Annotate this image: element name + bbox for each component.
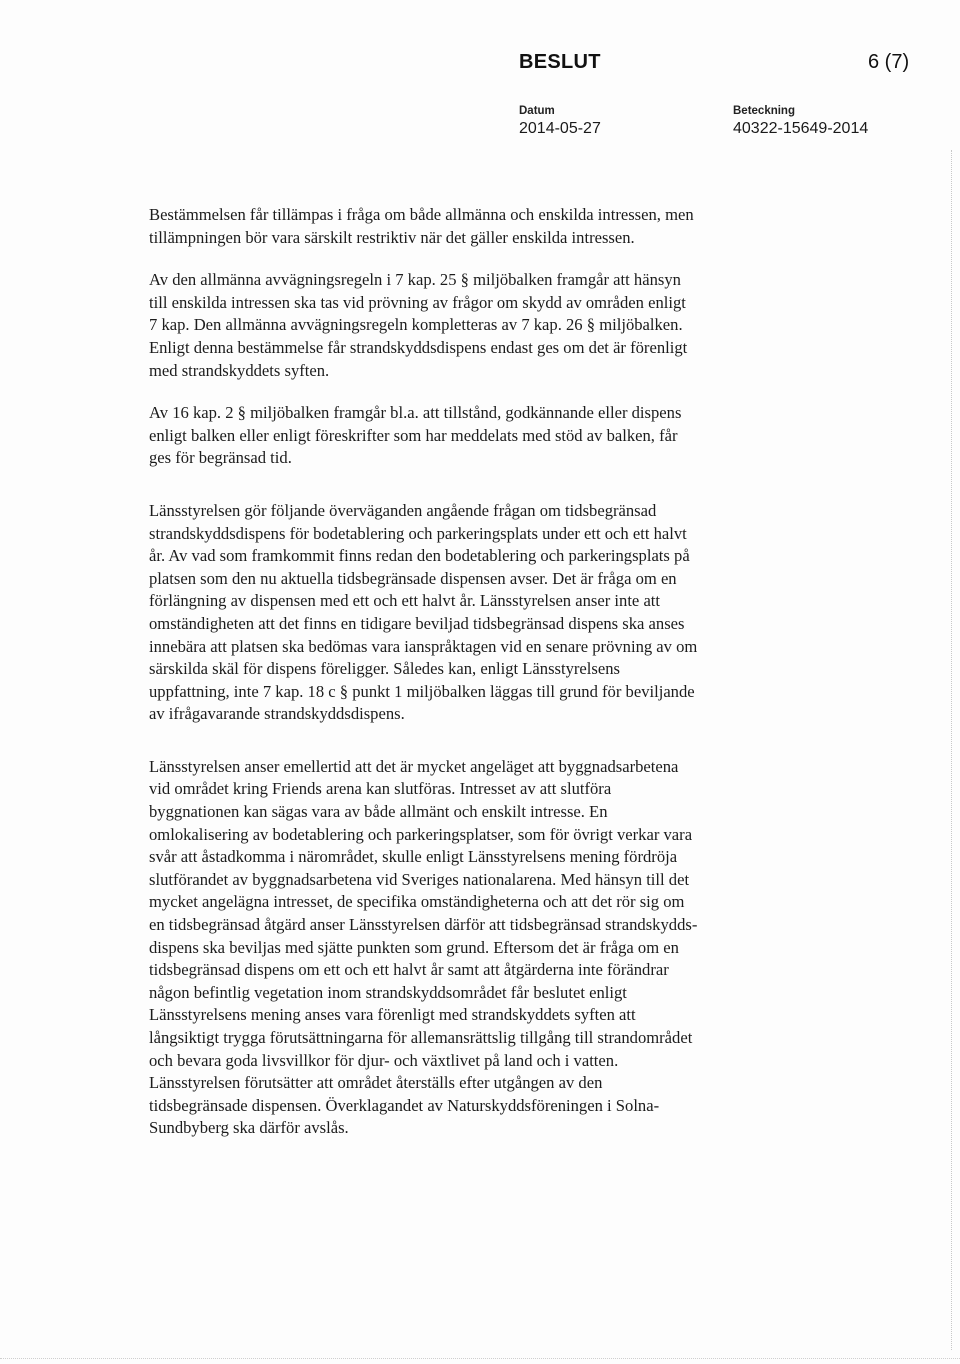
text-line: omlokalisering av bodetablering och parkeringsplatser, som för övrigt verkar vara bbox=[149, 824, 693, 844]
text-line: förlängning av dispensen med ett och ett halvt år. Länsstyrelsen anser inte att bbox=[149, 591, 661, 611]
paragraph-balancing-rule bbox=[149, 269, 799, 382]
text-line: tillämpningen bör vara särskilt restriktiv när det gäller enskilda intressen. bbox=[149, 227, 635, 247]
paragraph-decision bbox=[149, 756, 799, 1140]
text-line: Länsstyrelsen förutsätter att området återställs efter utgången av den bbox=[149, 1073, 603, 1093]
text-line: platsen som den nu aktuella tidsbegränsade dispensen avser. Det är fråga om en bbox=[149, 568, 677, 588]
text-line: uppfattning, inte 7 kap. 18 c § punkt 1 miljöbalken läggas till grund för beviljande bbox=[149, 681, 695, 701]
text-line: Sundbyberg ska därför avslås. bbox=[149, 1118, 349, 1138]
paragraph-limited-time bbox=[149, 402, 799, 470]
text-line: med strandskyddets syften. bbox=[149, 360, 330, 380]
text-line: Länsstyrelsens mening anses vara förenligt med strandskyddets syften att bbox=[149, 1005, 636, 1025]
text-line: omständigheten att det finns en tidigare beviljad tidsbegränsad dispens ska anses bbox=[149, 613, 685, 633]
reference-value: 40322-15649-2014 bbox=[733, 120, 869, 137]
scan-bottom-artifact bbox=[0, 1358, 960, 1361]
text-line: Länsstyrelsen anser emellertid att det är mycket angeläget att byggnadsarbetena bbox=[149, 756, 679, 776]
text-line: en tidsbegränsad åtgärd anser Länsstyrelsen därför att tidsbegränsad strandskydds- bbox=[149, 915, 698, 935]
text-line: långsiktigt trygga förutsättningarna för allemansrättslig tillgång till strandområdet bbox=[149, 1028, 693, 1047]
text-line: Av 16 kap. 2 § miljöbalken framgår bl.a. att tillstånd, godkännande eller dispens bbox=[149, 403, 682, 423]
text-line: strandskyddsdispens för bodetablering och parkeringsplats under ett och ett halvt bbox=[149, 523, 687, 543]
text-line: byggnationen kan sägas vara av både allmänt och enskilt intresse. En bbox=[149, 802, 608, 822]
document-type-heading: BESLUT bbox=[519, 51, 601, 73]
scan-edge-artifact bbox=[951, 150, 954, 1350]
text-line: särskilda skäl för dispens föreligger. Således kan, enligt Länsstyrelsens bbox=[149, 659, 620, 679]
text-line: mycket angelägna intresset, de specifika omständigheterna och att det rör sig om bbox=[149, 892, 685, 912]
text-line: Av den allmänna avvägningsregeln i 7 kap. 25 § miljöbalken framgår att hänsyn bbox=[149, 270, 681, 290]
text-line: enligt balken eller enligt föreskrifter som har meddelats med stöd av balken, får bbox=[149, 425, 678, 445]
text-line: år. Av vad som framkommit finns redan den bodetablering och parkeringsplats på bbox=[149, 546, 690, 566]
text-line: innebära att platsen ska bedömas vara ianspråktagen vid en senare prövning av om bbox=[149, 636, 698, 656]
text-line: 7 kap. Den allmänna avvägningsregeln kompletteras av 7 kap. 26 § miljöbalken. bbox=[149, 315, 683, 335]
text-line: svår att åstadkomma i närområdet, skulle enligt Länsstyrelsens mening fördröja bbox=[149, 847, 678, 867]
paragraph-considerations bbox=[149, 500, 799, 726]
text-line: tidsbegränsad dispens om ett och ett halvt år samt att åtgärderna inte förändrar bbox=[149, 960, 669, 980]
text-line: Länsstyrelsen gör följande överväganden angående frågan om tidsbegränsad bbox=[149, 500, 657, 520]
paragraph-application-scope bbox=[149, 204, 799, 249]
decision-body-text bbox=[149, 204, 799, 1140]
text-line: och bevara goda livsvillkor för djur- och växtlivet på land och i vatten. bbox=[149, 1050, 619, 1070]
text-line: tidsbegränsade dispensen. Överklagandet av Naturskyddsföreningen i Solna- bbox=[149, 1095, 660, 1115]
text-line: till enskilda intressen ska tas vid prövning av frågor om skydd av områden enligt bbox=[149, 292, 686, 312]
reference-label: Beteckning bbox=[733, 105, 795, 117]
page-number: 6 (7) bbox=[868, 51, 910, 73]
text-line: vid området kring Friends arena kan slutföras. Intresset av att slutföra bbox=[149, 779, 612, 799]
date-value: 2014-05-27 bbox=[519, 120, 601, 137]
text-line: Enligt denna bestämmelse får strandskyddsdispens endast ges om det är förenligt bbox=[149, 337, 688, 357]
text-line: slutförandet av byggnadsarbetena vid Sveriges nationalarena. Med hänsyn till det bbox=[149, 869, 690, 889]
text-line: Bestämmelsen får tillämpas i fråga om både allmänna och enskilda intressen, men bbox=[149, 205, 694, 224]
date-label: Datum bbox=[519, 105, 555, 117]
text-line: dispens ska beviljas med sjätte punkten som grund. Eftersom det är fråga om en bbox=[149, 937, 679, 957]
text-line: ges för begränsad tid. bbox=[149, 448, 292, 468]
text-line: av ifrågavarande strandskyddsdispens. bbox=[149, 704, 405, 724]
text-line: någon befintlig vegetation inom strandskyddsområdet får beslutet enligt bbox=[149, 982, 627, 1002]
